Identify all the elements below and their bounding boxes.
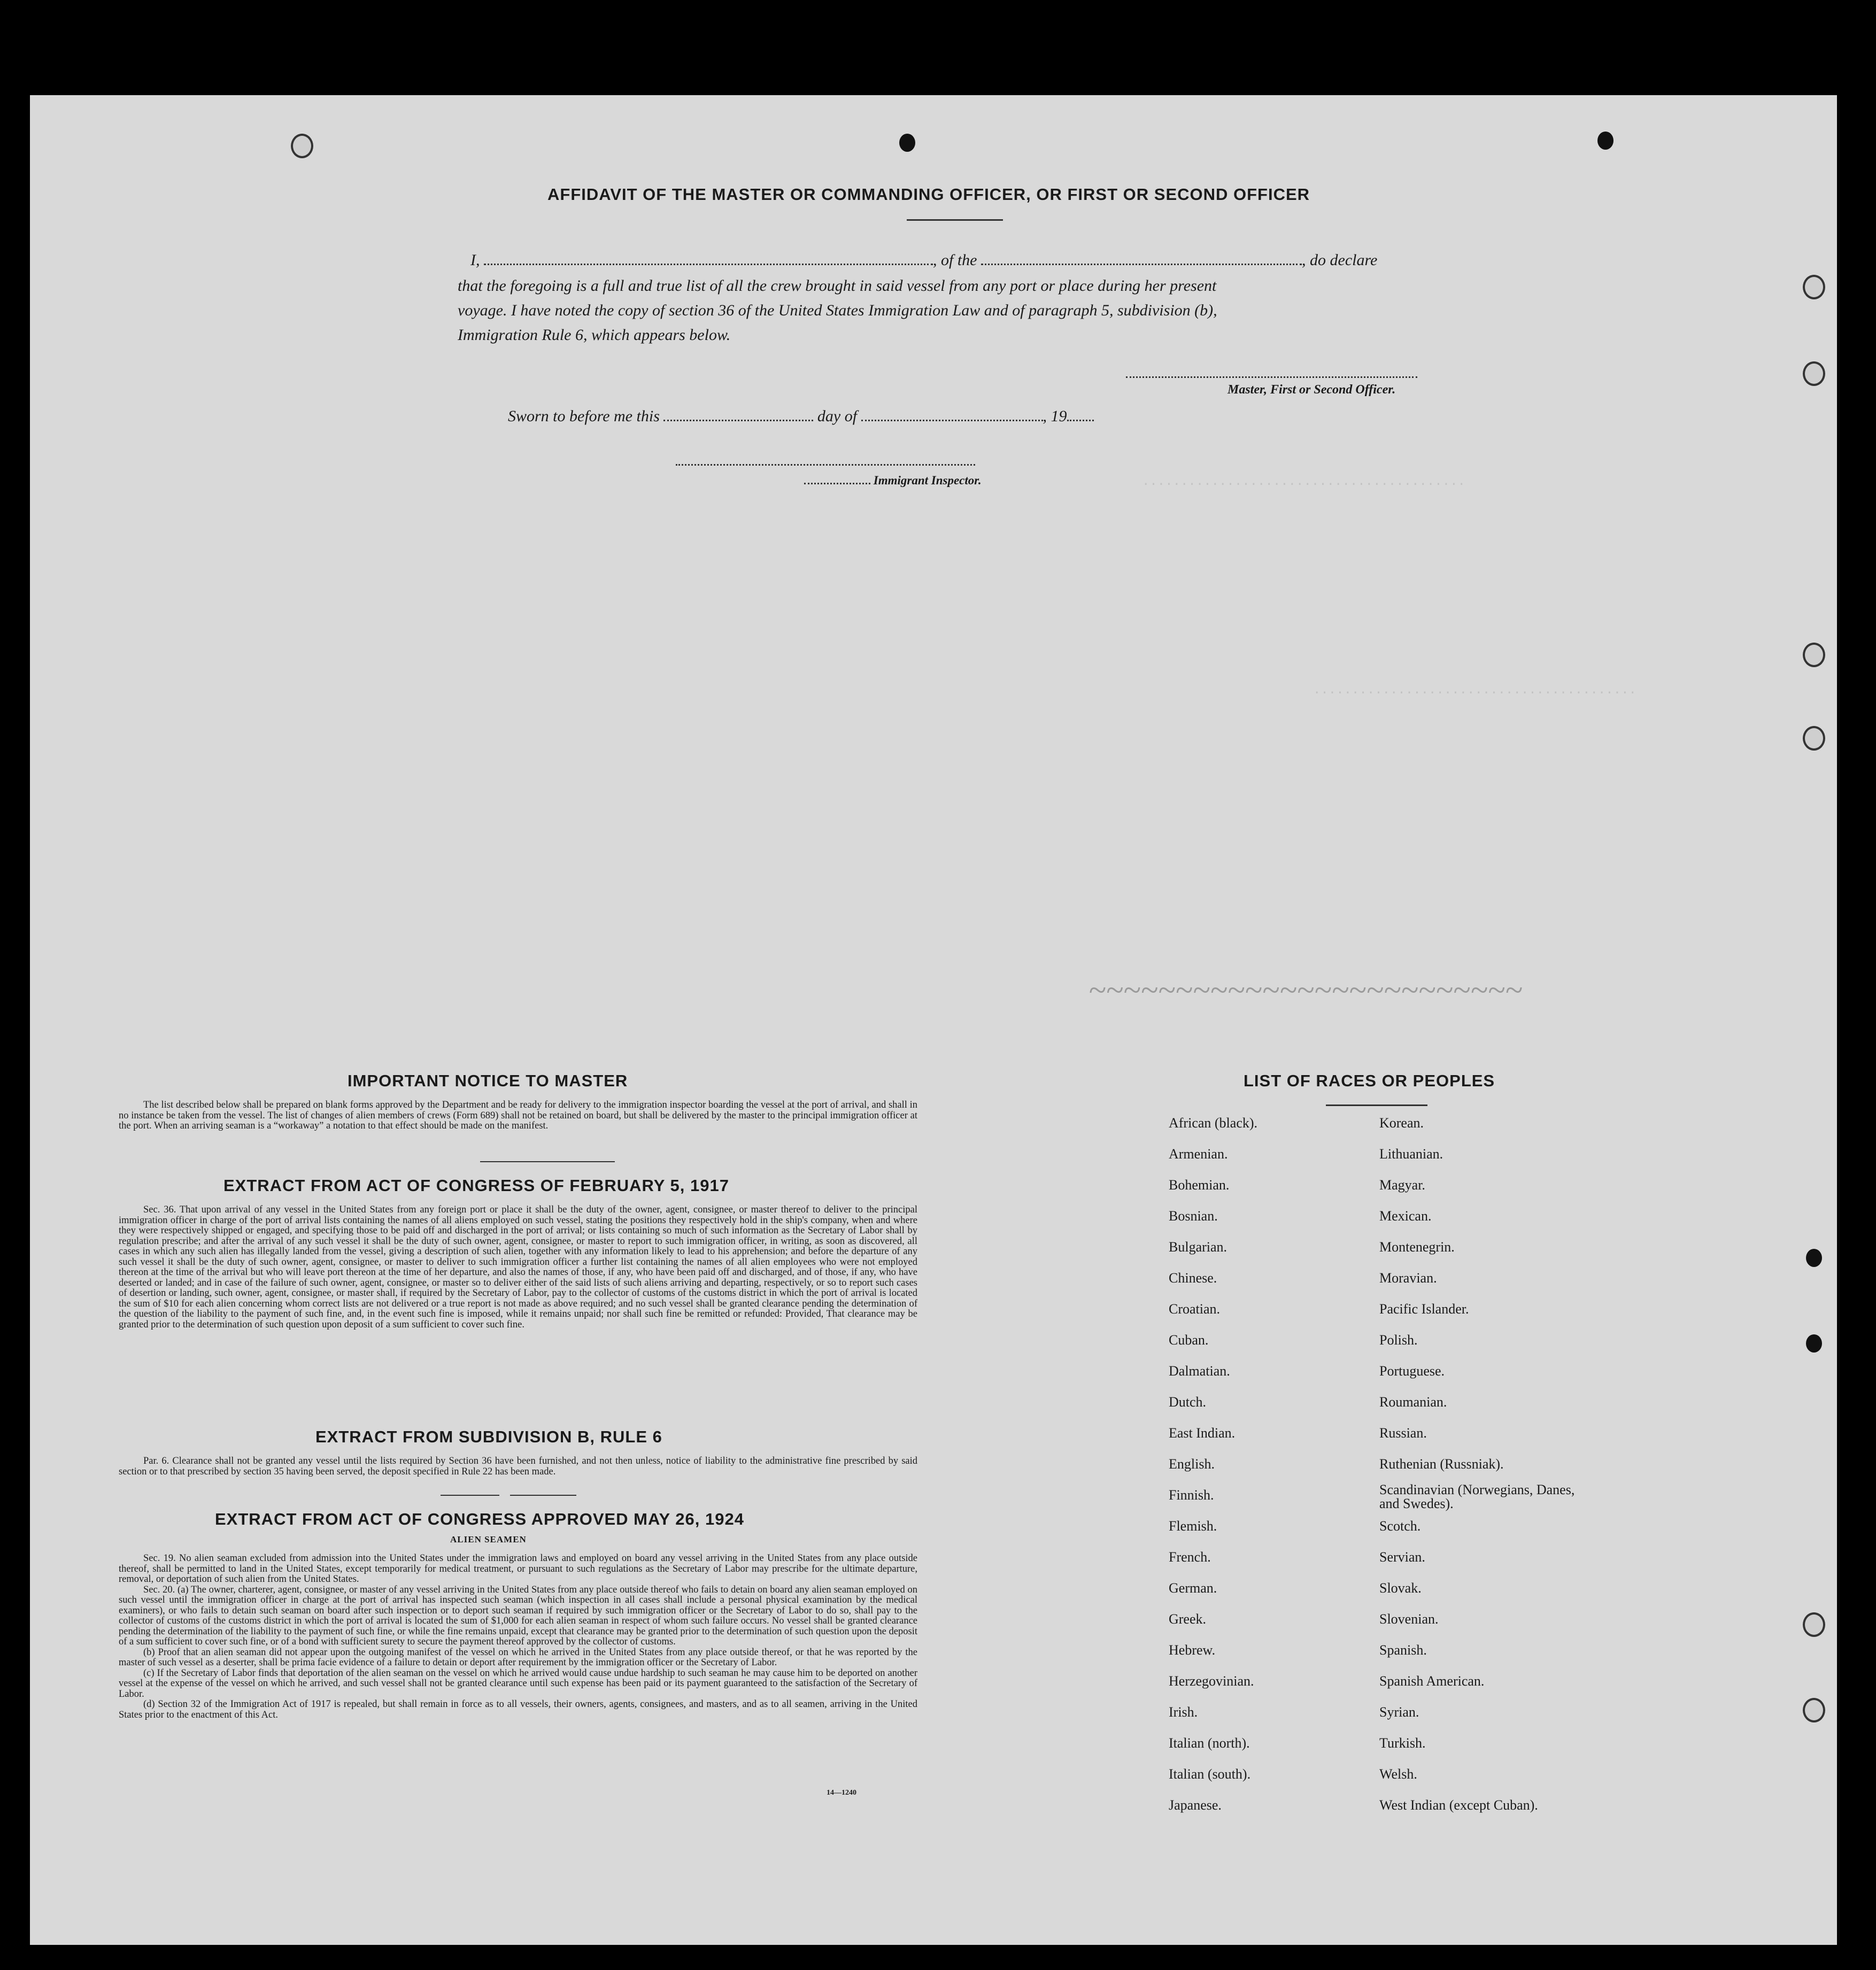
divider (480, 1161, 615, 1162)
bleed-through-handwriting: ~~~~~~~~~~~~~~~~~~~~~~~~~ (1088, 972, 1523, 1008)
punch-hole (1803, 643, 1825, 667)
race-item: Irish. (1169, 1704, 1198, 1720)
affidavit-of-the: , of the (933, 251, 977, 269)
race-item: Syrian. (1379, 1704, 1419, 1720)
notice-paragraph: The list described below shall be prepared on blank forms approved by the Department and be ready for delivery to the immigration inspector boarding the vessel at the port of arrival, and shall in no instance be taken from the vessel. The list of changes of alien members of crews (Form 689) shall not be retained on board, but shall be delivered by the master to the principal immigration officer at the port. When an arriving seaman is a “workaway” a notation to that effect should be made on the manifest. (119, 1100, 917, 1131)
extract-1924-title: EXTRACT FROM ACT OF CONGRESS APPROVED MAY 26, 1924 (215, 1510, 744, 1528)
punch-hole (1806, 1249, 1822, 1267)
sec-36-paragraph: Sec. 36. That upon arrival of any vessel in the United States from any foreign port or place it shall be the duty of the owner, agent, consignee, or master thereof to deliver to the principal immigration officer in charge of the port of arrival lists containing the names of all aliens employed on such vessel, stating the positions they respectively hold in the ship's company, when and where they were respectively shipped or engaged, and specifying those to be paid off and discharged in the port of arrival; or lists containing so much of such information as the Secretary of Labor shall by regulation prescribe; and after the arrival of any such vessel it shall be the duty of such owner, agent, consignee, or master to report to such immigration officer, in writing, as soon as discovered, all cases in which any such alien has illegally landed from the vessel, giving a description of such alien, together with any information likely to lead to his apprehension; and before the departure of any such vessel it shall be the duty of such owner, agent, consignee, or master to deliver to such immigration officer a further list containing the names of all alien employees who were not employed thereon at the time of the arrival but who will leave port thereon at the time of her departure, and also the names of those, if any, who have been paid off and discharged, and of those, if any, who have deserted or landed; and in case of the failure of such owner, agent, consignee, or master so to deliver either of the said lists of such aliens arriving and departing, respectively, or so to report such cases of desertion or landing, such owner, agent, consignee, or master shall, if required by the Secretary of Labor, pay to the collector of customs of the customs district in which the port of arrival is located the sum of $10 for each alien concerning whom correct lists are not delivered or a true report is not made as above required; and no such vessel shall be granted clearance pending the determination of the question of the liability to the payment of such fine, and, in the event such fine is imposed, while it remains unpaid; nor shall such fine be remitted or refunded: Provided, That clearance may be granted prior to the determination of such question upon deposit of a sum sufficient to cover such fine. (119, 1204, 917, 1330)
punch-hole (291, 134, 313, 158)
alien-seamen-subtitle: ALIEN SEAMEN (450, 1534, 527, 1544)
vessel-blank[interactable] (981, 264, 1302, 265)
race-item: Finnish. (1169, 1487, 1214, 1503)
race-item: Croatian. (1169, 1301, 1221, 1317)
race-item: African (black). (1169, 1115, 1258, 1131)
affidavit-line-4: Immigration Rule 6, which appears below. (458, 326, 731, 344)
divider (441, 1495, 499, 1496)
par-6-paragraph: Par. 6. Clearance shall not be granted any vessel until the lists required by Section 36 have been furnished, and not then unless, notice of liability to the administrative fine prescribed by said section or to that prescribed by section 35 having been served, the deposit specified in Rule 22 has been made. (119, 1456, 917, 1477)
extract-1924-text (119, 1554, 917, 1720)
race-item: Scandinavian (Norwegians, Danes, and Swedes). (1379, 1482, 1575, 1511)
punch-hole (1803, 1698, 1825, 1722)
race-item: Turkish. (1379, 1735, 1426, 1751)
punch-hole (899, 134, 915, 152)
divider (510, 1495, 576, 1496)
race-item: Magyar. (1379, 1177, 1425, 1193)
race-item: Portuguese. (1379, 1363, 1445, 1379)
sec-20d-paragraph: (d) Section 32 of the Immigration Act of 1917 is repealed, but shall remain in force as to all vessels, their owners, agents, consignees, and masters, and as to all seamen, arriving in the United States prior to the enactment of this Act. (119, 1699, 917, 1720)
race-item: Lithuanian. (1379, 1146, 1443, 1162)
affidavit-line-3: voyage. I have noted the copy of section 36 of the United States Immigration Law and of paragraph 5, subdivision (b), (458, 302, 1217, 319)
sec-19-paragraph: Sec. 19. No alien seaman excluded from admission into the United States under the immigration laws and employed on board any vessel arriving in the United States from any place outside thereof, shall be permitted to land in the United States, except temporarily for medical treatment, or pursuant to such regulations as the Secretary of Labor may prescribe for the ultimate departure, removal, or deportation of such alien from the United States. (119, 1553, 917, 1585)
punch-hole (1597, 132, 1613, 150)
race-item: Slovenian. (1379, 1611, 1439, 1627)
master-signature-label: Master, First or Second Officer. (1227, 383, 1396, 397)
punch-hole (1803, 1612, 1825, 1637)
race-item: Cuban. (1169, 1332, 1209, 1348)
sworn-text: Sworn to before me this (508, 407, 660, 425)
race-item: Bulgarian. (1169, 1239, 1227, 1255)
name-blank[interactable] (484, 264, 933, 265)
race-item: Japanese. (1169, 1797, 1222, 1813)
extract-1917-title: EXTRACT FROM ACT OF CONGRESS OF FEBRUARY 5, 1917 (223, 1176, 729, 1195)
race-item: Polish. (1379, 1332, 1418, 1348)
affidavit-do-declare: , do declare (1302, 251, 1378, 269)
race-item: Roumanian. (1379, 1394, 1447, 1410)
races-title: LIST OF RACES OR PEOPLES (1244, 1071, 1495, 1090)
race-item: Pacific Islander. (1379, 1301, 1469, 1317)
affidavit-i: I, (470, 251, 480, 269)
race-item: Servian. (1379, 1549, 1425, 1565)
divider (907, 219, 1003, 221)
inspector-label (804, 474, 982, 488)
inspector-name-blank[interactable] (804, 483, 870, 484)
race-item: Welsh. (1379, 1766, 1417, 1782)
race-item: Spanish American. (1379, 1673, 1485, 1689)
race-item: Dutch. (1169, 1394, 1207, 1410)
race-item: Mexican. (1379, 1208, 1432, 1224)
sec-20a-paragraph: Sec. 20. (a) The owner, charterer, agent, consignee, or master of any vessel arriving in the United States from any place outside thereof who fails to detain on board any alien seaman employed on such vessel until the immigration officer in charge at the port of arrival has inspected such seaman (which inspection in all cases shall include a personal physical examination by the medical examiners), or who fails to detain such seaman on board after such inspection or to deport such seaman if required by such immigration officer or the Secretary of Labor to do so, shall pay to the collector of customs of the customs district in which the port of arrival is located the sum of $1,000 for each alien seaman in respect of whom such failure occurs. No vessel shall be granted clearance pending the determination of the liability to the payment of such fine, or while the fine remains unpaid, except that clearance may be granted prior to the determination of such question upon the deposit of a sum sufficient to cover such fine, or of a bond with sufficient surety to secure the payment thereof approved by the collector of customs. (119, 1584, 917, 1647)
affidavit-line-1 (470, 251, 1377, 269)
race-item: Bohemian. (1169, 1177, 1230, 1193)
race-item: Italian (south). (1169, 1766, 1251, 1782)
sec-20b-paragraph: (b) Proof that an alien seaman did not appear upon the outgoing manifest of the vessel on which he arrived in the United States from any place outside thereof, or that he was reported by the master of such vessel as a deserter, shall be prima facie evidence of a failure to detain or deport after requirement by the immigration officer or the Secretary of Labor. (119, 1647, 917, 1668)
race-item: Slovak. (1379, 1580, 1422, 1596)
race-item: Chinese. (1169, 1270, 1217, 1286)
year-text: , 19 (1043, 407, 1067, 425)
race-item: East Indian. (1169, 1425, 1236, 1441)
document-sheet (30, 95, 1837, 1945)
race-item: Ruthenian (Russniak). (1379, 1456, 1504, 1472)
day-of-text: day of (817, 407, 858, 425)
divider (1326, 1104, 1427, 1106)
sworn-month-blank[interactable] (861, 420, 1043, 421)
race-item: French. (1169, 1549, 1211, 1565)
race-item: Greek. (1169, 1611, 1207, 1627)
punch-hole (1806, 1334, 1822, 1353)
bleed-through-text: .......................................... (1142, 475, 1465, 489)
race-item: Hebrew. (1169, 1642, 1216, 1658)
race-item: English. (1169, 1456, 1215, 1472)
affidavit-line-2: that the foregoing is a full and true list of all the crew brought in said vessel from any port or place during her present (458, 277, 1217, 295)
master-signature-blank[interactable] (1126, 376, 1417, 378)
sworn-line (508, 407, 1094, 426)
race-item: Bosnian. (1169, 1208, 1218, 1224)
race-item: Montenegrin. (1379, 1239, 1455, 1255)
rule-6-text (119, 1456, 917, 1477)
punch-hole (1803, 275, 1825, 299)
race-item: Scotch. (1379, 1518, 1421, 1534)
race-item: Armenian. (1169, 1146, 1228, 1162)
affidavit-title: AFFIDAVIT OF THE MASTER OR COMMANDING OFFICER, OR FIRST OR SECOND OFFICER (547, 185, 1310, 204)
race-item: Dalmatian. (1169, 1363, 1230, 1379)
race-item: German. (1169, 1580, 1217, 1596)
form-number: 14—1240 (827, 1789, 856, 1797)
punch-hole (1803, 361, 1825, 386)
inspector-text: Immigrant Inspector. (873, 474, 982, 487)
race-item: Italian (north). (1169, 1735, 1250, 1751)
extract-1917-text (119, 1205, 917, 1330)
race-item: Flemish. (1169, 1518, 1217, 1534)
sec-20c-paragraph: (c) If the Secretary of Labor finds that deportation of the alien seaman on the vessel on which he arrived would cause undue hardship to such seaman he may cause him to be deported on another vessel at the expense of the vessel on which he arrived, and such vessel shall not be granted clearance until such expense has been paid or its payment guaranteed to the satisfaction of the Secretary of Labor. (119, 1667, 917, 1699)
notice-title: IMPORTANT NOTICE TO MASTER (348, 1071, 628, 1090)
race-item: Korean. (1379, 1115, 1424, 1131)
punch-hole (1803, 726, 1825, 751)
race-item: West Indian (except Cuban). (1379, 1797, 1538, 1813)
race-item: Russian. (1379, 1425, 1427, 1441)
notice-text (119, 1100, 917, 1132)
bleed-through-text: .......................................... (1313, 683, 1636, 698)
race-item: Spanish. (1379, 1642, 1427, 1658)
rule-6-title: EXTRACT FROM SUBDIVISION B, RULE 6 (315, 1427, 662, 1446)
race-item: Moravian. (1379, 1270, 1437, 1286)
inspector-signature-blank[interactable] (676, 464, 975, 466)
sworn-day-blank[interactable] (663, 420, 813, 421)
year-blank[interactable] (1067, 420, 1094, 421)
race-item: Herzegovinian. (1169, 1673, 1254, 1689)
